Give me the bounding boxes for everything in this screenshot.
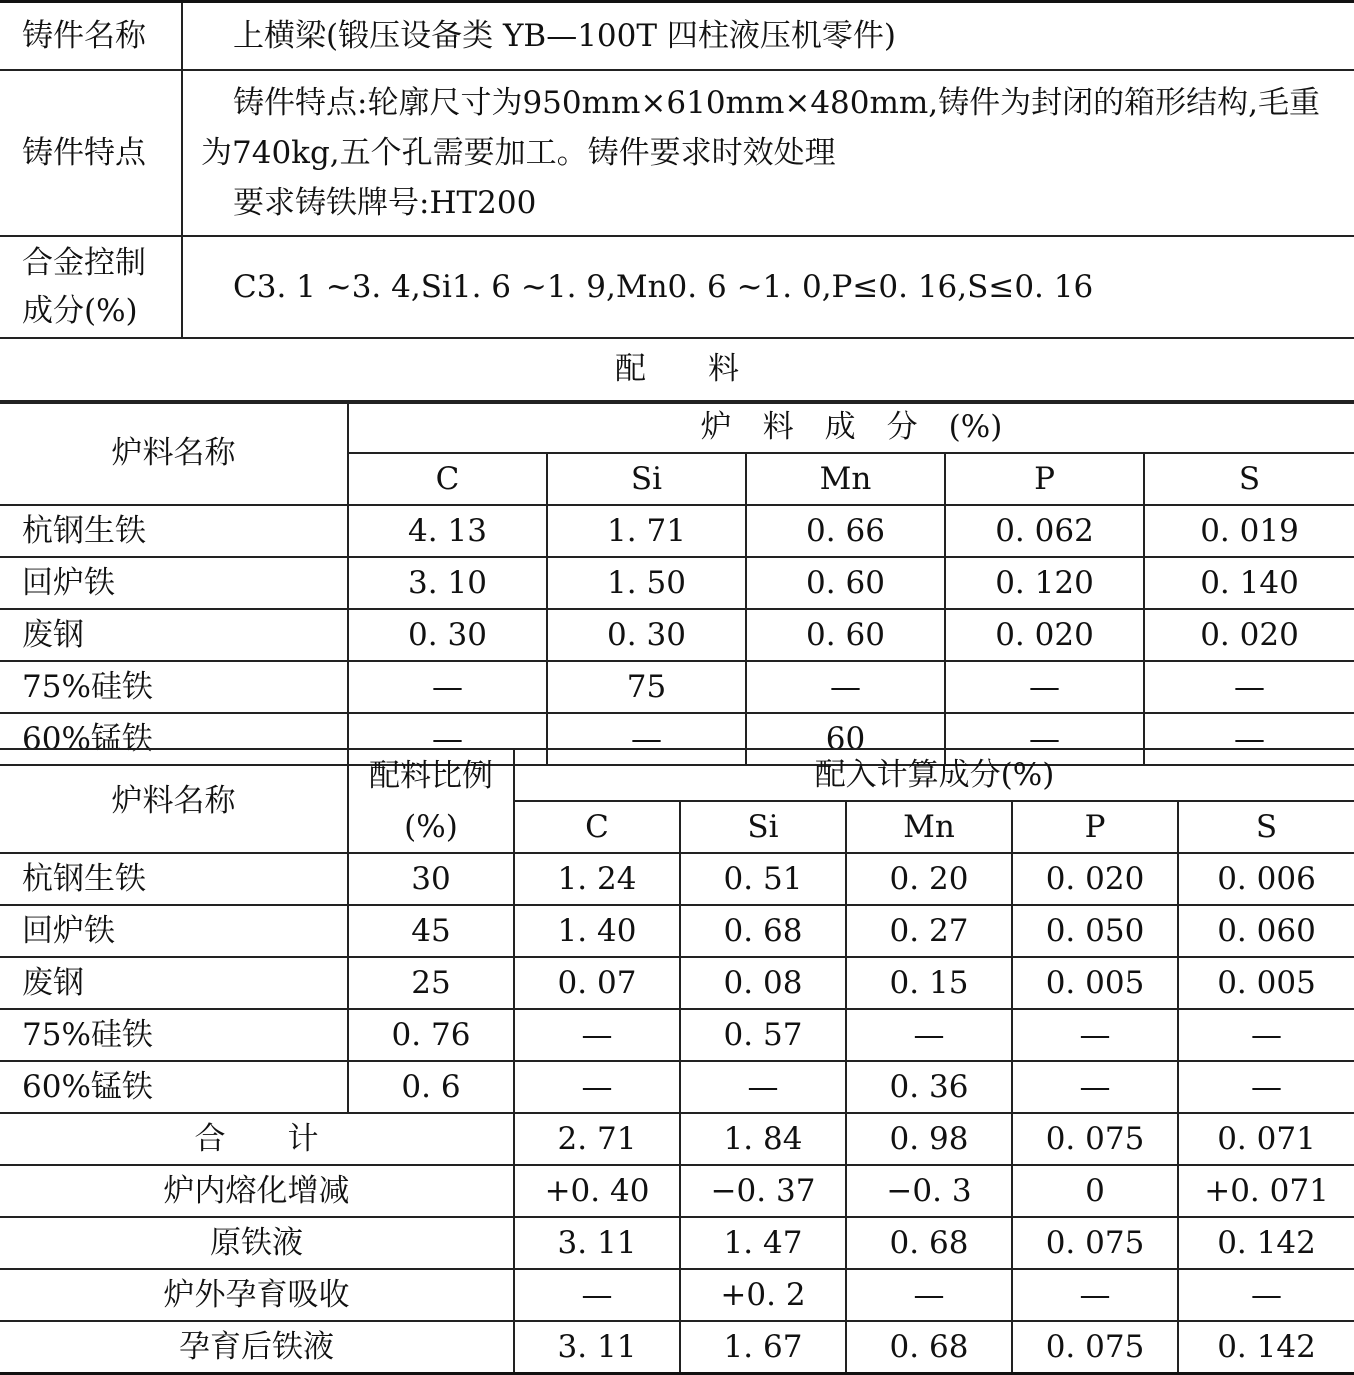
cell-p: — (1012, 1269, 1178, 1321)
t1-header-name: 炉料名称 (0, 401, 348, 505)
cell-p: 0. 075 (1012, 1217, 1178, 1269)
cell-c: — (514, 1009, 680, 1061)
t1-col-si: Si (547, 453, 746, 505)
cell-s: +0. 071 (1178, 1165, 1354, 1217)
cell-si: — (547, 713, 746, 765)
row-name: 杭钢生铁 (0, 505, 348, 557)
summary-label: 孕育后铁液 (0, 1321, 514, 1374)
cell-mn: 60 (746, 713, 945, 765)
cell-mn: 0. 36 (846, 1061, 1012, 1113)
row-name: 杭钢生铁 (0, 853, 348, 905)
table-row (0, 609, 1354, 661)
cell-s: 0. 140 (1144, 557, 1354, 609)
row-name: 回炉铁 (0, 905, 348, 957)
alloy-label (0, 236, 182, 338)
cell-mn: 0. 15 (846, 957, 1012, 1009)
cell-si: 0. 68 (680, 905, 846, 957)
cell-s: 0. 020 (1144, 609, 1354, 661)
summary-row (0, 1113, 1354, 1165)
cell-si: 1. 84 (680, 1113, 846, 1165)
row-name: 60%锰铁 (0, 1061, 348, 1113)
cell-mn: 0. 60 (746, 557, 945, 609)
cell-mn: 0. 98 (846, 1113, 1012, 1165)
alloy-label-line-1: 合金控制 (22, 244, 146, 281)
cell-c: 0. 30 (348, 609, 547, 661)
cell-mn: 0. 20 (846, 853, 1012, 905)
cell-s: — (1144, 661, 1354, 713)
t1-col-c: C (348, 453, 547, 505)
t2-col-si: Si (680, 801, 846, 853)
cell-c: 3. 11 (514, 1217, 680, 1269)
cell-c: 0. 07 (514, 957, 680, 1009)
t1-col-p: P (945, 453, 1144, 505)
cell-s: 0. 006 (1178, 853, 1354, 905)
cell-p: 0 (1012, 1165, 1178, 1217)
t2-col-c: C (514, 801, 680, 853)
cell-ratio: 45 (348, 905, 514, 957)
row-name: 75%硅铁 (0, 1009, 348, 1061)
cell-mn: — (846, 1269, 1012, 1321)
cell-c: — (514, 1269, 680, 1321)
t2-header-ratio-2: (%) (348, 801, 514, 853)
cell-si: −0. 37 (680, 1165, 846, 1217)
cell-ratio: 0. 76 (348, 1009, 514, 1061)
t2-header-group: 配入计算成分(%) (514, 749, 1354, 801)
cell-p: 0. 120 (945, 557, 1144, 609)
cell-mn: 0. 68 (846, 1321, 1012, 1374)
cell-p: 0. 005 (1012, 957, 1178, 1009)
cell-si: 1. 67 (680, 1321, 846, 1374)
table-row (0, 505, 1354, 557)
t2-col-s: S (1178, 801, 1354, 853)
cell-c: 4. 13 (348, 505, 547, 557)
row-name: 废钢 (0, 957, 348, 1009)
summary-label: 炉外孕育吸收 (0, 1269, 514, 1321)
cell-c: 3. 10 (348, 557, 547, 609)
cell-c: 2. 71 (514, 1113, 680, 1165)
summary-row (0, 1217, 1354, 1269)
cell-p: 0. 075 (1012, 1321, 1178, 1374)
table-row (0, 557, 1354, 609)
cell-si: 1. 71 (547, 505, 746, 557)
cell-s: 0. 142 (1178, 1321, 1354, 1374)
row-name: 回炉铁 (0, 557, 348, 609)
cell-mn: 0. 66 (746, 505, 945, 557)
cell-s: 0. 019 (1144, 505, 1354, 557)
cell-si: 1. 50 (547, 557, 746, 609)
t1-col-s: S (1144, 453, 1354, 505)
cell-s: — (1178, 1269, 1354, 1321)
t1-col-mn: Mn (746, 453, 945, 505)
t2-col-mn: Mn (846, 801, 1012, 853)
cell-s: — (1178, 1009, 1354, 1061)
t2-col-p: P (1012, 801, 1178, 853)
row-name: 废钢 (0, 609, 348, 661)
cell-si: — (680, 1061, 846, 1113)
cell-p: — (1012, 1009, 1178, 1061)
cell-si: +0. 2 (680, 1269, 846, 1321)
table-row (0, 661, 1354, 713)
charge-composition-table (0, 400, 1354, 766)
cell-c: 1. 24 (514, 853, 680, 905)
cell-mn: 0. 27 (846, 905, 1012, 957)
cell-si: 1. 47 (680, 1217, 846, 1269)
cell-mn: — (746, 661, 945, 713)
cell-p: 0. 020 (1012, 853, 1178, 905)
feature-line-3: 要求铸铁牌号:HT200 (233, 184, 537, 221)
t2-header-ratio-1: 配料比例 (348, 749, 514, 801)
section-caption: 配 料 (0, 336, 1354, 404)
table-row (0, 1061, 1354, 1113)
cell-s: 0. 142 (1178, 1217, 1354, 1269)
cell-mn: 0. 68 (846, 1217, 1012, 1269)
cell-ratio: 25 (348, 957, 514, 1009)
row-name: 75%硅铁 (0, 661, 348, 713)
cell-si: 0. 08 (680, 957, 846, 1009)
cell-c: — (348, 713, 547, 765)
summary-row (0, 1269, 1354, 1321)
alloy-label-line-2: 成分(%) (22, 292, 138, 329)
casting-feature-value (182, 70, 1354, 236)
cell-p: — (945, 661, 1144, 713)
casting-feature-label: 铸件特点 (0, 70, 182, 236)
cell-c: — (348, 661, 547, 713)
cell-s: 0. 005 (1178, 957, 1354, 1009)
cell-c: 1. 40 (514, 905, 680, 957)
feature-line-2: 为740kg,五个孔需要加工。铸件要求时效处理 (201, 134, 836, 171)
summary-label: 炉内熔化增减 (0, 1165, 514, 1217)
table-row (0, 1009, 1354, 1061)
summary-row (0, 1165, 1354, 1217)
cell-si: 0. 57 (680, 1009, 846, 1061)
cell-ratio: 0. 6 (348, 1061, 514, 1113)
summary-label: 合 计 (0, 1113, 514, 1165)
cell-si: 0. 51 (680, 853, 846, 905)
table-row (0, 905, 1354, 957)
cell-p: 0. 020 (945, 609, 1144, 661)
t2-header-name: 炉料名称 (0, 749, 348, 853)
cell-c: 3. 11 (514, 1321, 680, 1374)
cell-mn: −0. 3 (846, 1165, 1012, 1217)
cell-c: — (514, 1061, 680, 1113)
cell-p: 0. 050 (1012, 905, 1178, 957)
cell-s: — (1178, 1061, 1354, 1113)
casting-info-table (0, 0, 1354, 339)
cell-p: 0. 075 (1012, 1113, 1178, 1165)
cell-si: 75 (547, 661, 746, 713)
alloy-value: C3. 1 ~3. 4,Si1. 6 ~1. 9,Mn0. 6 ~1. 0,P≤0. 16,S≤0. 16 (182, 236, 1354, 338)
summary-label: 原铁液 (0, 1217, 514, 1269)
table-row (0, 957, 1354, 1009)
row-name: 60%锰铁 (0, 713, 348, 765)
charge-calculation-table (0, 748, 1354, 1375)
cell-s: — (1144, 713, 1354, 765)
cell-s: 0. 071 (1178, 1113, 1354, 1165)
feature-line-1: 铸件特点:轮廓尺寸为950mm×610mm×480mm,铸件为封闭的箱形结构,毛重 (233, 84, 1320, 121)
table-row (0, 853, 1354, 905)
cell-p: 0. 062 (945, 505, 1144, 557)
cell-p: — (1012, 1061, 1178, 1113)
cell-mn: 0. 60 (746, 609, 945, 661)
cell-s: 0. 060 (1178, 905, 1354, 957)
cell-mn: — (846, 1009, 1012, 1061)
cell-c: +0. 40 (514, 1165, 680, 1217)
t1-header-group: 炉 料 成 分 (%) (348, 401, 1354, 453)
cell-si: 0. 30 (547, 609, 746, 661)
casting-name-value: 上横梁(锻压设备类 YB—100T 四柱液压机零件) (182, 2, 1354, 70)
cell-ratio: 30 (348, 853, 514, 905)
cell-p: — (945, 713, 1144, 765)
summary-row (0, 1321, 1354, 1374)
casting-name-label: 铸件名称 (0, 2, 182, 70)
